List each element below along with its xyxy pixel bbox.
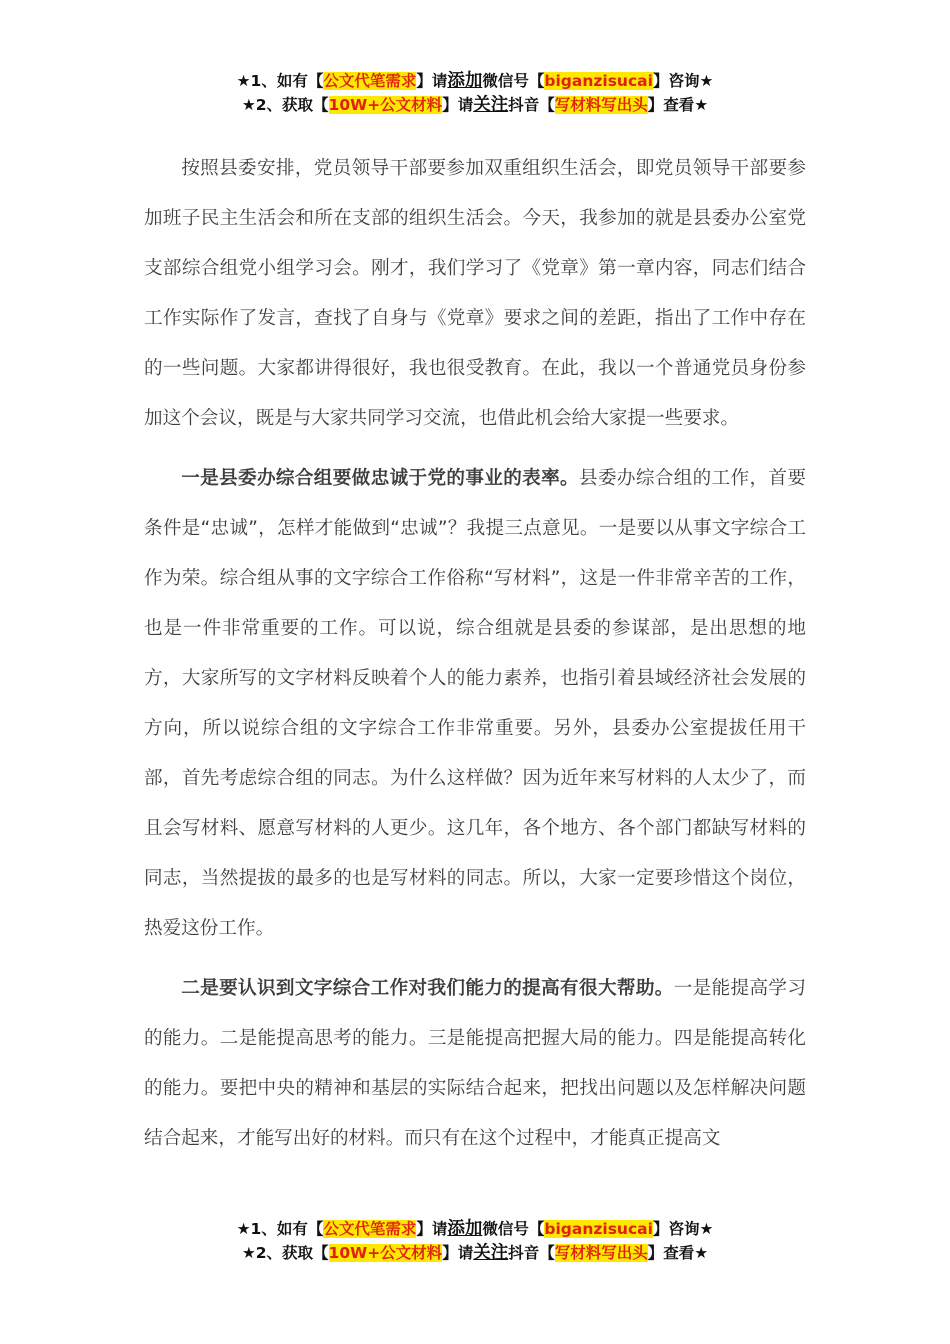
banner-line-2 <box>0 1241 950 1265</box>
paragraph-point-2 <box>144 964 806 1164</box>
banner-highlight-douyin: 写材料写出头 <box>554 1244 648 1262</box>
banner-text: 】查看★ <box>647 96 709 114</box>
banner-text: 】请 <box>416 1220 448 1238</box>
banner-highlight-wechat: biganzisucai <box>544 1220 653 1238</box>
banner-text: 抖音【 <box>508 96 555 114</box>
banner-text: 】请 <box>442 96 474 114</box>
banner-emphasis: 添加 <box>447 1219 483 1239</box>
banner-text: ★1、如有【 <box>236 72 324 90</box>
paragraph-text: 按照县委安排，党员领导干部要参加双重组织生活会，即党员领导干部要参加班子民主生活会和所在支部的组织生活会。今天，我参加的就是县委办公室党支部综合组党小组学习会。刚才，我们学习了《党章》第一章内容，同志们结合工作实际作了发言，查找了自身与《党章》要求之间的差距，指出了工作中存在的一些问题。大家都讲得很好，我也很受教育。在此，我以一个普通党员身份参加这个会议，既是与大家共同学习交流，也借此机会给大家提一些要求。 <box>144 158 806 429</box>
paragraph-text: 县委办综合组的工作，首要条件是“忠诚”，怎样才能做到“忠诚”？我提三点意见。一是要以从事文字综合工作为荣。综合组从事的文字综合工作俗称“写材料”，这是一件非常辛苦的工作，也是一件非常重要的工作。可以说，综合组就是县委的参谋部，是出思想的地方，大家所写的文字材料反映着个人的能力素养，也指引着县域经济社会发展的方向，所以说综合组的文字综合工作非常重要。另外，县委办公室提拔任用干部，首先考虑综合组的同志。为什么这样做？因为近年来写材料的人太少了，而且会写材料、愿意写材料的人更少。这几年，各个地方、各个部门都缺写材料的同志，当然提拔的最多的也是写材料的同志。所以，大家一定要珍惜这个岗位，热爱这份工作。 <box>144 468 806 939</box>
banner-text: ★2、获取【 <box>241 96 329 114</box>
banner-emphasis: 添加 <box>447 71 483 91</box>
banner-highlight: 10W+公文材料 <box>328 1244 443 1262</box>
banner-text: ★2、获取【 <box>241 1244 329 1262</box>
banner-emphasis: 关注 <box>473 1243 509 1263</box>
banner-line-2 <box>0 93 950 117</box>
paragraph-lead: 二是要认识到文字综合工作对我们能力的提高有很大帮助。 <box>181 978 674 999</box>
banner-highlight: 公文代笔需求 <box>323 1220 417 1238</box>
header-banner <box>0 69 950 117</box>
paragraph-lead: 一是县委办综合组要做忠诚于党的事业的表率。 <box>181 468 579 489</box>
footer-banner <box>0 1217 950 1265</box>
paragraph-point-1 <box>144 454 806 954</box>
banner-text: 】请 <box>442 1244 474 1262</box>
paragraph-text: 一是能提高学习的能力。二是能提高思考的能力。三是能提高把握大局的能力。四是能提高转化的能力。要把中央的精神和基层的实际结合起来，把找出问题以及怎样解决问题结合起来，才能写出好的材料。而只有在这个过程中，才能真正提高文 <box>144 978 806 1149</box>
banner-text: 】咨询★ <box>652 1220 714 1238</box>
banner-emphasis: 关注 <box>473 95 509 115</box>
banner-text: 】咨询★ <box>652 72 714 90</box>
banner-text: 抖音【 <box>508 1244 555 1262</box>
banner-text: 】查看★ <box>647 1244 709 1262</box>
banner-text: 微信号【 <box>482 1220 545 1238</box>
banner-highlight: 10W+公文材料 <box>328 96 443 114</box>
banner-text: ★1、如有【 <box>236 1220 324 1238</box>
banner-text: 微信号【 <box>482 72 545 90</box>
banner-line-1 <box>0 69 950 93</box>
banner-line-1 <box>0 1217 950 1241</box>
banner-highlight: 公文代笔需求 <box>323 72 417 90</box>
paragraph-intro <box>144 144 806 444</box>
banner-highlight-wechat: biganzisucai <box>544 72 653 90</box>
banner-highlight-douyin: 写材料写出头 <box>554 96 648 114</box>
document-body <box>144 144 806 1174</box>
banner-text: 】请 <box>416 72 448 90</box>
